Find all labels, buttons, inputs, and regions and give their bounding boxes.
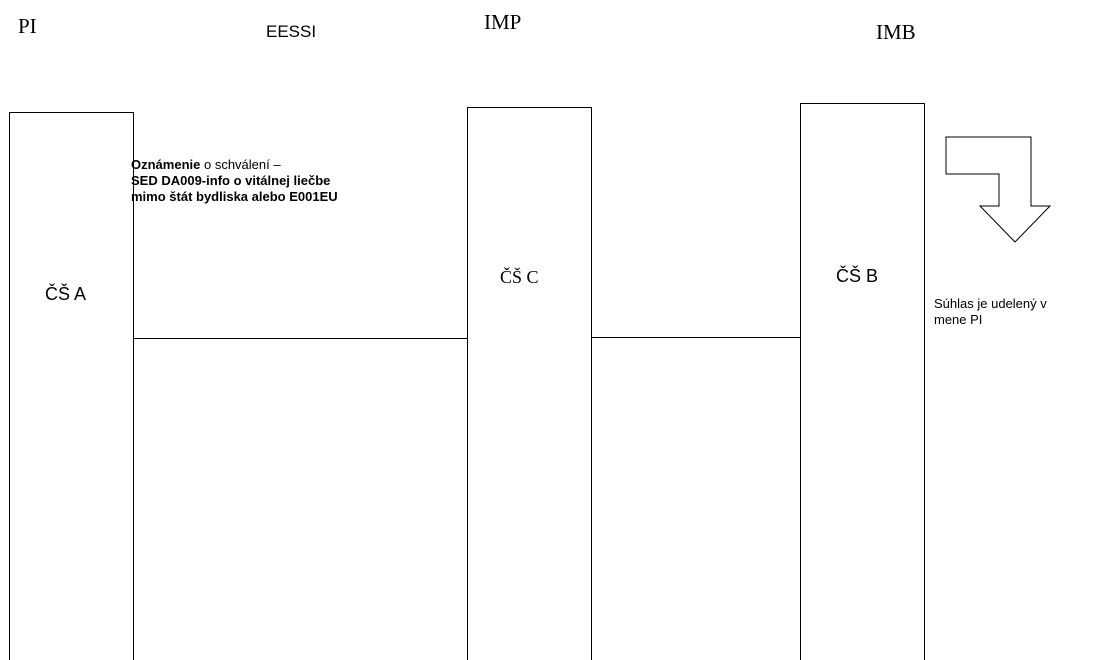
lane-label-cs-b: ČŠ B <box>836 266 879 286</box>
message-plain-suffix: o schválení – <box>200 157 281 172</box>
column-heading-pi: PI <box>18 14 37 38</box>
column-heading-eessi: EESSI <box>266 22 317 41</box>
approval-note-line-2: mene PI <box>934 312 983 327</box>
bent-arrow-icon <box>940 136 1060 248</box>
approval-note-line-1: Súhlas je udelený v <box>934 296 1047 311</box>
message-line-2: SED DA009-info o vitálnej liečbe <box>131 173 331 188</box>
column-heading-imb: IMB <box>876 20 916 44</box>
connector-a-to-c <box>134 338 467 339</box>
message-line-3: mimo štát bydliska alebo E001EU <box>131 189 338 204</box>
connector-c-to-b <box>592 337 800 338</box>
lane-cs-c <box>467 107 592 660</box>
message-line-1 <box>131 157 338 173</box>
message-bold-prefix: Oznámenie <box>131 157 201 172</box>
lane-cs-b <box>800 103 925 660</box>
lane-label-cs-a: ČŠ A <box>45 284 87 304</box>
message-text <box>131 157 338 205</box>
column-heading-imp: IMP <box>484 10 522 34</box>
lane-label-cs-c: ČŠ C <box>500 267 539 287</box>
approval-note <box>934 296 1047 328</box>
lane-cs-a <box>9 112 134 660</box>
